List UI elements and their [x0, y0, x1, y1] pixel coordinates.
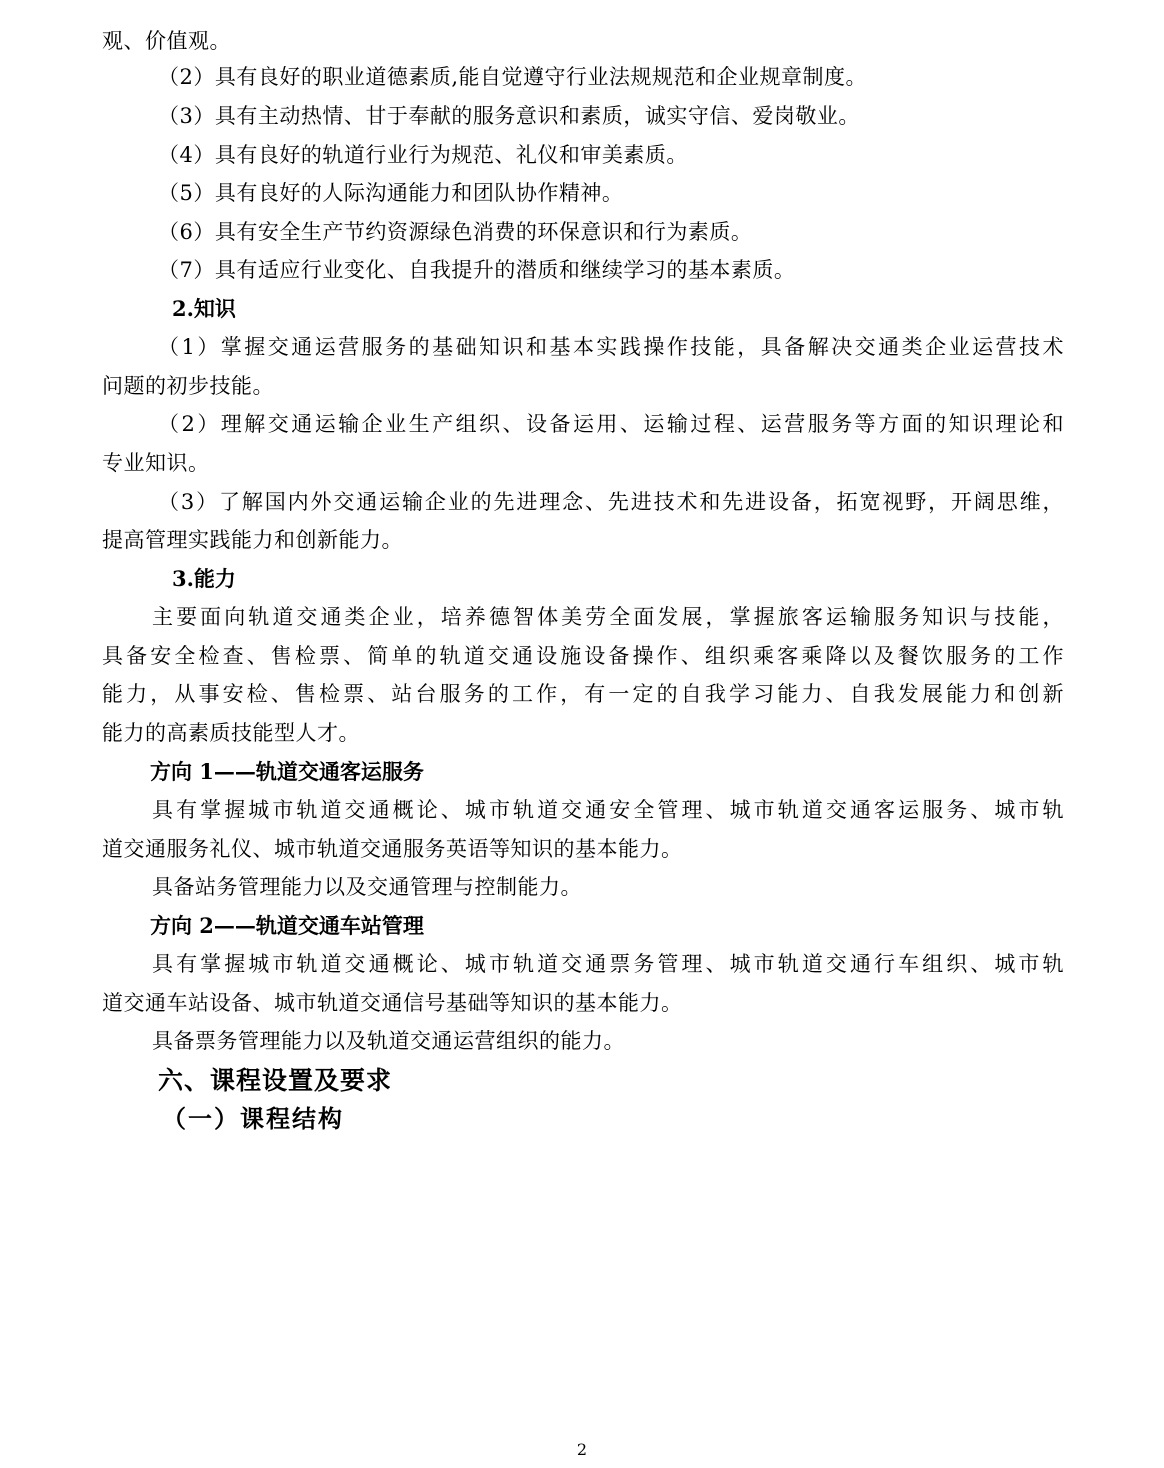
quality-continuation: 观、价值观。 [102, 29, 231, 53]
knowledge-item-1-line-1: （1）掌握交通运营服务的基础知识和基本实践操作技能，具备解决交通类企业运营技术 [158, 335, 1064, 359]
ability-paragraph-line-4: 能力的高素质技能型人才。 [102, 721, 360, 745]
ability-paragraph-line-1: 主要面向轨道交通类企业，培养德智体美劳全面发展，掌握旅客运输服务知识与技能， [152, 605, 1064, 629]
knowledge-item-2-line-2: 专业知识。 [102, 451, 210, 475]
quality-item-7: （7）具有适应行业变化、自我提升的潜质和继续学习的基本素质。 [158, 258, 796, 282]
course-structure-heading: （一）课程结构 [162, 1104, 344, 1133]
direction-1-heading: 方向 1——轨道交通客运服务 [150, 759, 424, 784]
ability-paragraph-line-3: 能力，从事安检、售检票、站台服务的工作，有一定的自我学习能力、自我发展能力和创新 [102, 682, 1064, 706]
direction-1-line-2: 道交通服务礼仪、城市轨道交通服务英语等知识的基本能力。 [102, 837, 683, 861]
knowledge-item-3-line-2: 提高管理实践能力和创新能力。 [102, 528, 403, 552]
quality-item-6: （6）具有安全生产节约资源绿色消费的环保意识和行为素质。 [158, 220, 753, 244]
direction-1-line-1: 具有掌握城市轨道交通概论、城市轨道交通安全管理、城市轨道交通客运服务、城市轨 [152, 798, 1064, 822]
page-number: 2 [576, 1440, 588, 1459]
quality-item-5: （5）具有良好的人际沟通能力和团队协作精神。 [158, 181, 624, 205]
direction-2-heading: 方向 2——轨道交通车站管理 [150, 913, 424, 938]
direction-1-line-3: 具备站务管理能力以及交通管理与控制能力。 [152, 875, 582, 899]
ability-paragraph-line-2: 具备安全检查、售检票、简单的轨道交通设施设备操作、组织乘客乘降以及餐饮服务的工作 [102, 644, 1064, 668]
knowledge-item-3-line-1: （3）了解国内外交通运输企业的先进理念、先进技术和先进设备，拓宽视野，开阔思维， [158, 490, 1064, 514]
quality-item-4: （4）具有良好的轨道行业行为规范、礼仪和审美素质。 [158, 143, 688, 167]
direction-2-line-1: 具有掌握城市轨道交通概论、城市轨道交通票务管理、城市轨道交通行车组织、城市轨 [152, 952, 1064, 976]
section-6-heading: 六、课程设置及要求 [158, 1066, 393, 1095]
quality-item-3: （3）具有主动热情、甘于奉献的服务意识和素质，诚实守信、爱岗敬业。 [158, 104, 860, 128]
direction-2-line-3: 具备票务管理能力以及轨道交通运营组织的能力。 [152, 1029, 625, 1053]
knowledge-heading: 2.知识 [172, 296, 236, 321]
knowledge-item-2-line-1: （2）理解交通运输企业生产组织、设备运用、运输过程、运营服务等方面的知识理论和 [158, 412, 1064, 436]
direction-2-line-2: 道交通车站设备、城市轨道交通信号基础等知识的基本能力。 [102, 991, 683, 1015]
knowledge-item-1-line-2: 问题的初步技能。 [102, 374, 274, 398]
quality-item-2: （2）具有良好的职业道德素质,能自觉遵守行业法规规范和企业规章制度。 [158, 65, 868, 89]
ability-heading: 3.能力 [172, 566, 236, 591]
